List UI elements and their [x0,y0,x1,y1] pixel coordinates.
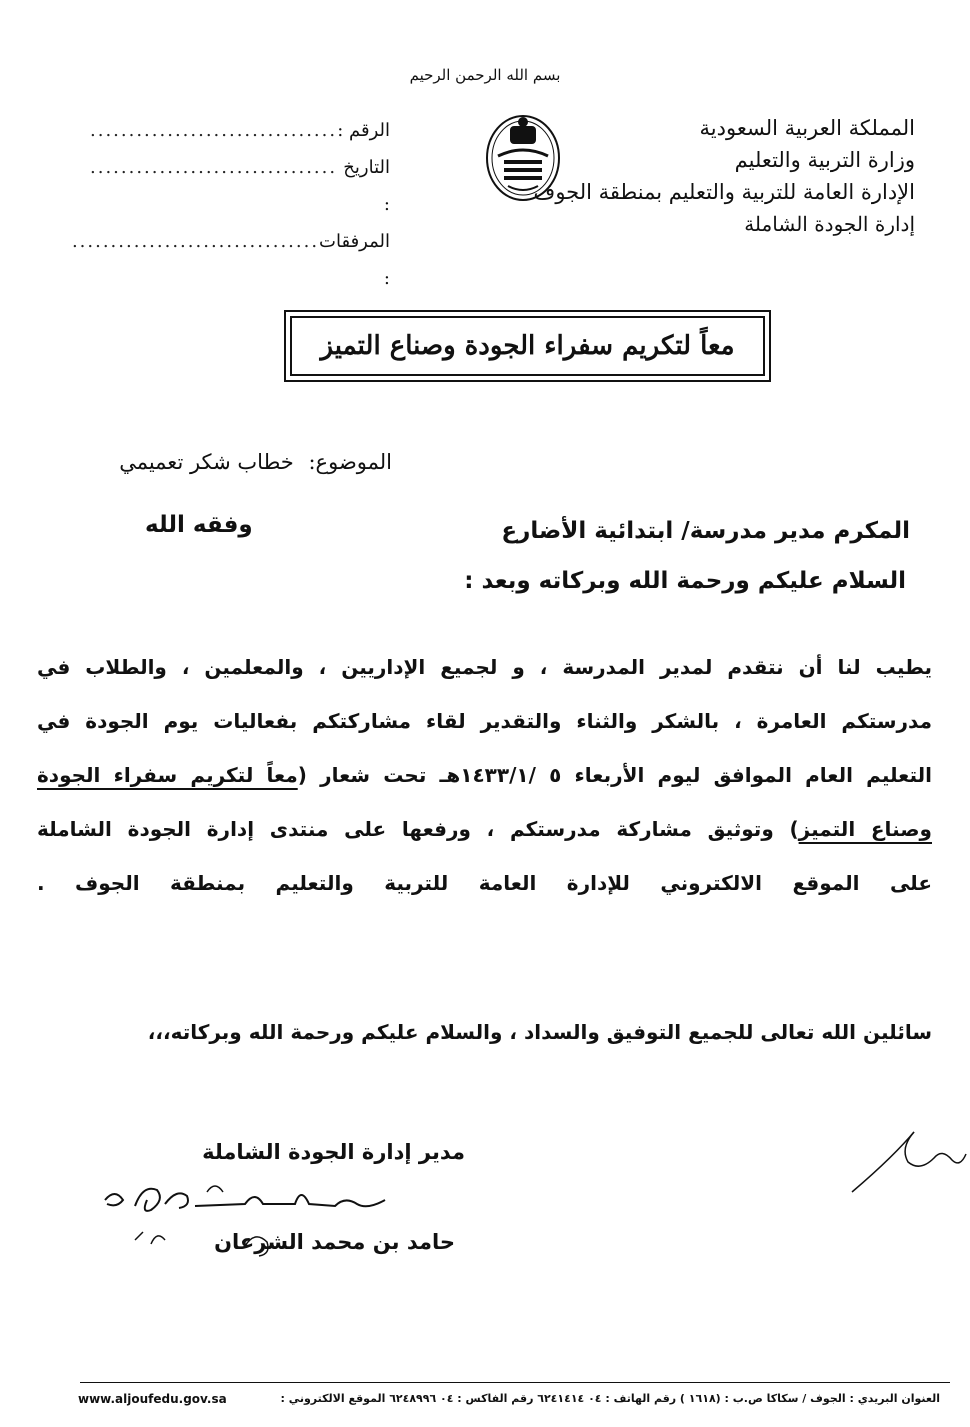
reference-number-label: الرقم : [337,120,390,141]
body-line-1: يطيب لنا أن نتقدم لمدير المدرسة ، و لجميع الإداريين ، والمعلمين ، والطلاب في [37,655,932,679]
reference-date-row [90,149,390,223]
subject-label: الموضوع: [308,450,392,474]
slogan-text: معاً لتكريم سفراء الجودة وصناع التميز [320,331,735,361]
body-line-4-text: ) وتوثيق مشاركة مدرستكم ، ورفعها على منتدى إدارة الجودة الشاملة [37,817,799,841]
attachments-label: المرفقات : [319,231,390,289]
body-line-5: على الموقع الالكتروني للإدارة العامة للتربية والتعليم بمنطقة الجوف . [37,871,932,895]
body-line-3 [37,748,932,802]
slogan-box [290,316,765,376]
organization-block [533,112,915,240]
subject-line [0,450,392,474]
signatory-title: مدير إدارة الجودة الشاملة [202,1140,465,1164]
slogan-underlined-part-2: وصناع التميز [798,817,932,841]
subject-value: خطاب شكر تعميمي [119,450,294,474]
attachments-value: ................................ [71,231,320,252]
footer-address: العنوان البريدي : الجوف / سكاكا ص.ب : (١٦١٨ ) رقم الهاتف : ٠٤ ٦٢٤١٤١٤ رقم الفاكس : ٠٤ ٦٢٤٨٩٩٦ الموقع الالكتروني : [280,1392,940,1405]
org-line-department: إدارة الجودة الشاملة [744,212,915,236]
addressee: المكرم مدير مدرسة/ ابتدائية الأضارع [501,518,910,544]
basmala: بسم الله الرحمن الرحيم [409,66,561,84]
body-line-3-text: التعليم العام الموافق ليوم الأربعاء ٥ /١٤٣٣/١هـ تحت شعار ( [297,763,932,787]
closing-line: سائلين الله تعالى للجميع التوفيق والسداد ، والسلام عليكم ورحمة الله وبركاته،،، [147,1020,932,1044]
reference-date-value: ................................ [90,157,338,178]
salutation: السلام عليكم ورحمة الله وبركاته وبعد : [464,568,906,594]
handwritten-initials [842,1118,970,1198]
reference-fields [71,112,390,297]
footer-website-link[interactable]: www.aljoufedu.gov.sa [78,1392,227,1406]
attachments-row [71,223,390,297]
org-line-directorate: الإدارة العامة للتربية والتعليم بمنطقة الجوف [533,180,915,204]
letter-body [37,640,932,910]
blessing: وفقه الله [145,512,253,538]
body-line-2: مدرستكم العامرة ، بالشكر والثناء والتقدير لقاء مشاركتكم بفعاليات يوم الجودة في [37,709,932,733]
org-line-ministry: وزارة التربية والتعليم [734,148,915,172]
reference-number-row [90,112,390,149]
reference-date-label: التاريخ : [343,157,390,215]
org-line-country: المملكة العربية السعودية [699,116,915,140]
ministry-emblem-icon [482,108,564,204]
slogan-underlined-part-1: معاً لتكريم سفراء الجودة [37,763,298,787]
body-line-4 [37,802,932,856]
footer-divider [80,1382,950,1383]
signatory-name: حامد بن محمد الشرعان [214,1230,455,1254]
reference-number-value: ................................ [90,120,338,141]
